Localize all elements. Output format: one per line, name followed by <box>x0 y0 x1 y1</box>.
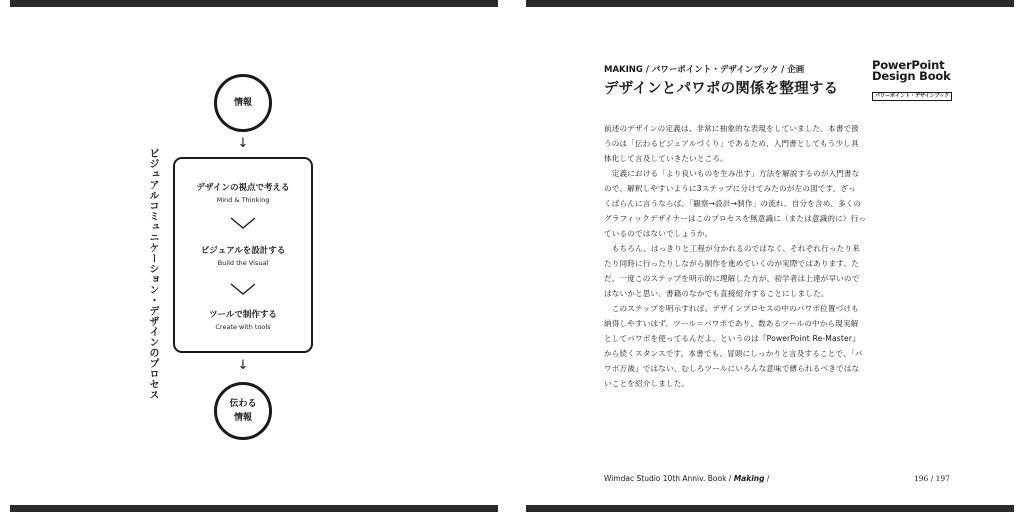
down-arrow-icon: ↓ <box>237 358 249 373</box>
top-rule <box>526 0 1014 7</box>
step-title: ビジュアルを設計する <box>200 246 286 256</box>
body-line: このステップを明示すれば、デザインプロセスの中のパワポ位置づけも <box>604 304 859 313</box>
body-line: 体化して言及していきたいところ。 <box>604 154 728 163</box>
body-line: グラフィックデザイナーはこのプロセスを無意識に（または意識的に）行っ <box>604 214 867 223</box>
process-step <box>175 182 311 205</box>
body-line: たり同時に行ったりしながら制作を進めていくのが実際ではあります。た <box>604 259 859 268</box>
footer-separator: / <box>766 474 770 483</box>
page-numbers: 196 / 197 <box>914 474 950 483</box>
bottom-rule <box>10 505 498 512</box>
section-kicker: MAKING / パワーポイント・デザインブック / 企画 <box>604 65 805 75</box>
step-subtitle: Mind & Thinking <box>216 196 270 204</box>
chevron-down-icon <box>230 283 256 295</box>
logo-line: PowerPoint <box>872 58 945 72</box>
footer-book-title: Wimdac Studio 10th Anniv. Book / <box>604 474 732 483</box>
running-footer <box>604 474 769 483</box>
right-page <box>512 0 1024 512</box>
start-node-circle <box>214 74 272 132</box>
start-node-label: 情報 <box>233 98 252 108</box>
end-node-label-line: 情報 <box>233 413 252 423</box>
step-title: デザインの視点で考える <box>196 183 290 193</box>
article-title: デザインとパワポの関係を整理する <box>604 81 839 97</box>
body-line: 定義における「より良いものを生み出す」方法を解説するのが入門書な <box>604 169 860 178</box>
book-logo <box>872 60 954 101</box>
body-line: ているのではないでしょうか。 <box>604 229 713 238</box>
logo-subtitle: パワーポイント・デザインブック <box>872 92 952 101</box>
body-line: いことを紹介しました。 <box>604 379 690 388</box>
body-line: だ、一度このステップを明示的に理解した方が、初学者は上達が早いので <box>604 274 860 283</box>
body-line: はないかと思い、書籍のなかでも直接紹介することにしました。 <box>604 289 829 298</box>
step-subtitle: Build the Visual <box>217 259 269 267</box>
body-line: もちろん、はっきりと工程が分かれるのではなく、それぞれ行ったり来 <box>604 244 860 253</box>
process-step <box>175 245 311 268</box>
body-line: うのは「伝わるビジュアルづくり」であるため、入門書としてもう少し具 <box>604 139 859 148</box>
end-node-circle <box>214 382 272 440</box>
down-arrow-icon: ↓ <box>237 136 249 151</box>
diagram-vertical-title: ビジュアルコミュニケーション・デザインのプロセス <box>147 148 158 400</box>
logo-line: Design Book <box>872 69 951 83</box>
top-rule <box>10 0 498 7</box>
article-body <box>604 121 894 391</box>
body-line: 前述のデザインの定義は、非常に抽象的な表現をしていました。本書で扱 <box>604 124 860 133</box>
step-subtitle: Create with tools <box>215 323 271 331</box>
step-title: ツールで制作する <box>209 310 277 320</box>
body-line: としてパワポを使ってるんだよ、というのは『PowerPoint Re-Master』 <box>604 334 860 343</box>
process-step <box>175 309 311 332</box>
bottom-rule <box>526 505 1014 512</box>
body-line: くばらんに言うならば、「観察→設計→制作」の流れ。自分を含め、多くの <box>604 199 862 208</box>
body-line: ワポ万歳」ではない、むしろツールにいろんな意味で縛られるべきではな <box>604 364 860 373</box>
chevron-down-icon <box>230 217 256 229</box>
body-line: ので、解釈しやすいように3ステップに分けてみたのが左の図です。ざっ <box>604 184 856 193</box>
body-line: から続くスタンスです。本書でも、冒頭にしっかりと言及することで、「パ <box>604 349 863 358</box>
end-node-label-line: 伝わる <box>229 399 257 409</box>
footer-section: Making <box>733 474 765 483</box>
body-line: 納得しやすいはず。ツール＝パワポであり、数あるツールの中から現実解 <box>604 319 859 328</box>
process-steps-box <box>173 157 313 353</box>
